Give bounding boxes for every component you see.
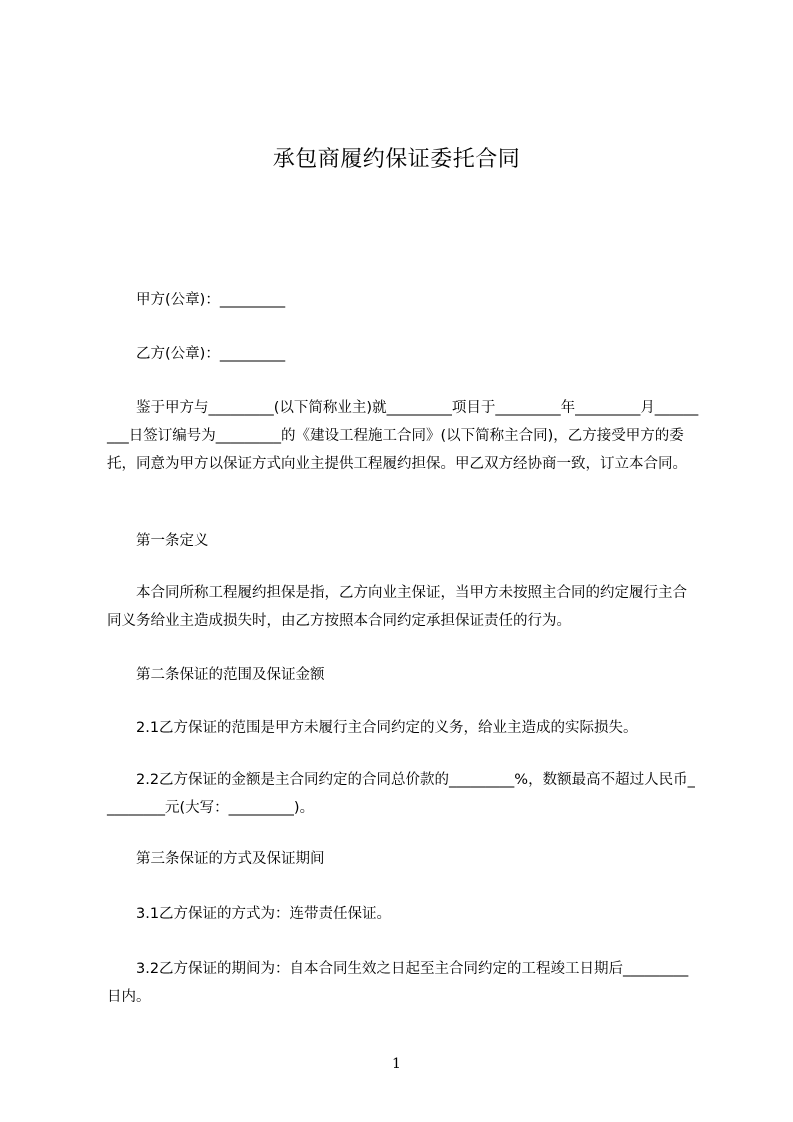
article-3-heading: 第三条保证的方式及保证期间 — [136, 851, 325, 867]
article-1-body: 本合同所称工程履约担保是指，乙方向业主保证，当甲方未按照主合同的约定履行主合同义务给业主造成损失时，由乙方按照本合同约定承担保证责任的行为。 — [107, 585, 687, 629]
article-2-heading: 第二条保证的范围及保证金额 — [136, 667, 325, 683]
preamble-paragraph: 鉴于甲方与_________(以下简称业主)就_________项目于_________年_________月_________日签订编号为_________的《建设工程施工合同》(以下简称主合同)，乙方接受甲方的委托，同意为甲方以保证方式向业主提供工程履约担保。甲乙双方经协商一致，订立本合同。 — [107, 400, 699, 472]
document-title: 承包商履约保证委托合同 — [272, 147, 521, 172]
clause-3-2: 3.2乙方保证的期间为：自本合同生效之日起至主合同约定的工程竣工日期后_________日内。 — [107, 961, 689, 1005]
page-number: 1 — [392, 1056, 401, 1072]
article-1-heading: 第一条定义 — [136, 533, 209, 549]
party-a-line: 甲方(公章)：_________ — [136, 292, 286, 308]
clause-2-2: 2.2乙方保证的金额是主合同约定的合同总价款的_________%，数额最高不超过人民币_________元(大写：_________)。 — [107, 772, 695, 816]
party-b-line: 乙方(公章)：_________ — [136, 346, 286, 362]
clause-2-1: 2.1乙方保证的范围是甲方未履行主合同约定的义务，给业主造成的实际损失。 — [136, 720, 638, 736]
clause-3-1: 3.1乙方保证的方式为：连带责任保证。 — [136, 906, 392, 922]
